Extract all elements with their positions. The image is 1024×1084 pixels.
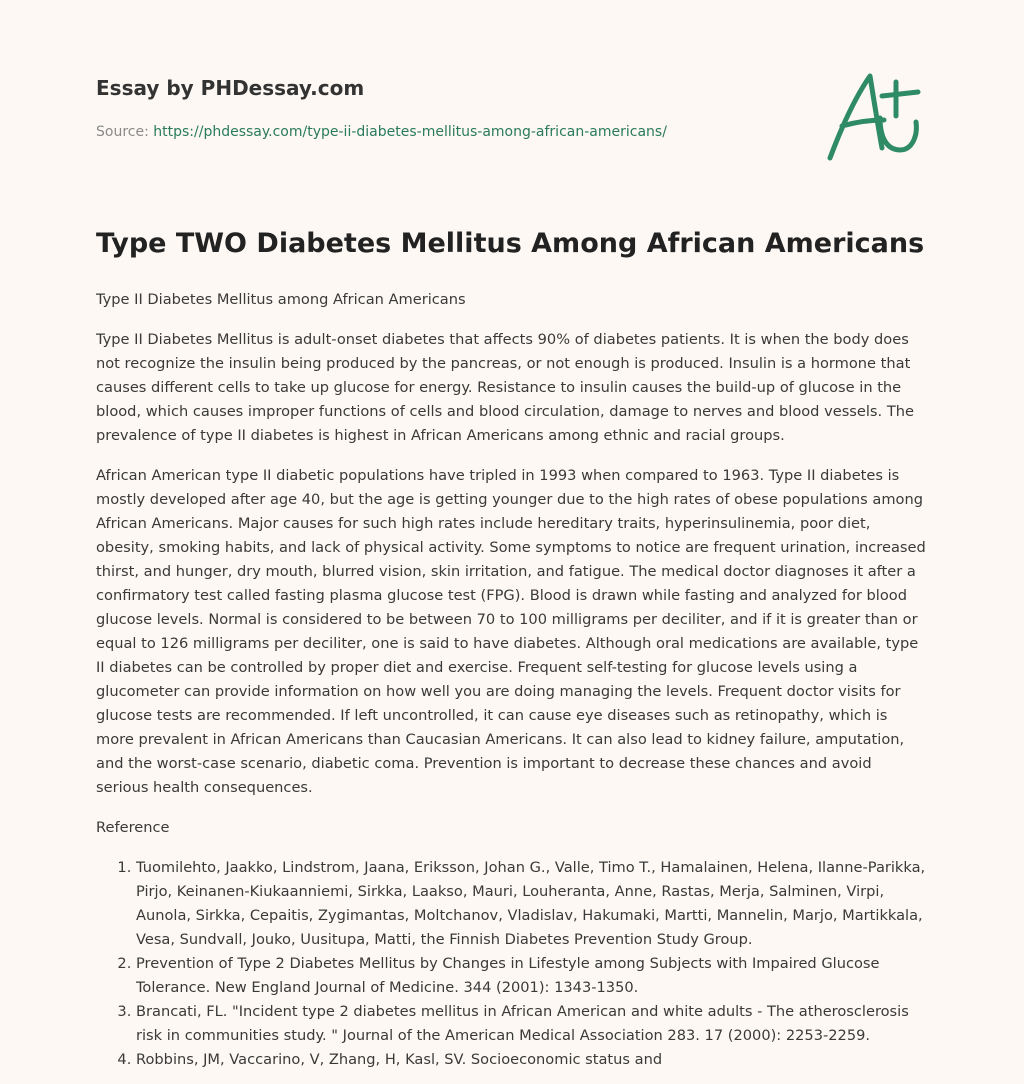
reference-list [96, 856, 928, 1072]
site-title: Essay by PHDessay.com [96, 76, 365, 100]
paragraph-1: Type II Diabetes Mellitus is adult-onset diabetes that affects 90% of diabetes patients. It is when the body does not recognize the insulin being produced by the pancreas, or not enough is produced. Insulin is a hormone that causes different cells to take up glucose for energy. Resistance to insulin causes the build-up of glucose in the blood, which causes improper functions of cells and blood circulation, damage to nerves and blood vessels. The prevalence of type II diabetes is highest in African Americans among ethnic and racial groups. [96, 331, 914, 444]
reference-item: 1. Tuomilehto, Jaakko, Lindstrom, Jaana, Eriksson, Johan G., Valle, Timo T., Hamalainen, Helena, Ilanne-Parikka, Pirjo, Keinanen-Kiukaanniemi, Sirkka, Laakso, Mauri, Louheranta, Anne, Rastas, Merja, Salminen, Virpi, Aunola, Sirkka, Cepaitis, Zygimantas, Moltchanov, Vladislav, Hakumaki, Martti, Mannelin, Marjo, Martikkala, Vesa, Sundvall, Jouko, Uusitupa, Matti, the Finnish Diabetes Prevention Study Group. [136, 856, 928, 952]
article-body [96, 288, 928, 1072]
reference-heading: Reference [96, 819, 170, 836]
paragraph-2: African American type II diabetic populations have tripled in 1993 when compared to 1963. Type II diabetes is mostly developed after age 40, but the age is getting younger due to the high rates of obese populations among African Americans. Major causes for such high rates include hereditary traits, hyperinsulinemia, poor diet, obesity, smoking habits, and lack of physical activity. Some symptoms to notice are frequent urination, increased thirst, and hunger, dry mouth, blurred vision, skin irritation, and fatigue. The medical doctor diagnoses it after a confirmatory test called fasting plasma glucose test (FPG). Blood is drawn while fasting and analyzed for blood glucose levels. Normal is considered to be between 70 to 100 milligrams per deciliter, and if it is greater than or equal to 126 milligrams per deciliter, one is said to have diabetes. Although oral medications are available, type II diabetes can be controlled by proper diet and exercise. Frequent self-testing for glucose levels using a glucometer can provide information on how well you are doing managing the levels. Frequent doctor visits for glucose tests are recommended. If left uncontrolled, it can cause eye diseases such as retinopathy, which is more prevalent in African Americans than Caucasian Americans. It can also lead to kidney failure, amputation, and the worst-case scenario, diabetic coma. Prevention is important to decrease these chances and avoid serious health consequences. [96, 467, 926, 796]
reference-item: 4. Robbins, JM, Vaccarino, V, Zhang, H, Kasl, SV. Socioeconomic status and [136, 1048, 928, 1072]
source-line [96, 124, 667, 140]
article-subtitle: Type II Diabetes Mellitus among African Americans [96, 291, 466, 308]
source-link[interactable]: https://phdessay.com/type-ii-diabetes-mellitus-among-african-americans/ [153, 124, 667, 140]
article-title: Type TWO Diabetes Mellitus Among African Americans [96, 228, 925, 259]
reference-item: 2. Prevention of Type 2 Diabetes Mellitus by Changes in Lifestyle among Subjects with Impaired Glucose Tolerance. New England Journal of Medicine. 344 (2001): 1343-1350. [136, 952, 928, 1000]
reference-item: 3. Brancati, FL. "Incident type 2 diabetes mellitus in African American and white adults - The atherosclerosis risk in communities study. " Journal of the American Medical Association 283. 17 (2000): 2253-2259. [136, 1000, 928, 1048]
a-plus-logo [820, 66, 930, 166]
source-label: Source: [96, 124, 154, 140]
